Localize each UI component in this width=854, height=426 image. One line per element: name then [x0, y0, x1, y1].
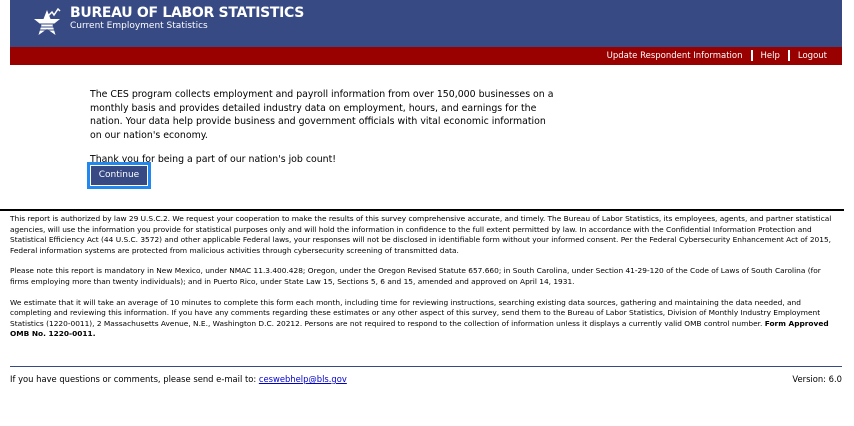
menu-divider: [751, 50, 753, 61]
authorization-paragraph: This report is authorized by law 29 U.S.C.2. We request your cooperation to make the results of this survey comprehensive accurate, and timely. The Bureau of Labor Statistics, its employees, agents, and partner statistical agencies, will use the information you provide for statistical purposes only and will hold the information in confidence to the full extent permitted by law. In accordance with the Confidential Information Protection and Statistical Efficiency Act (44 U.S.C. 3572) and other applicable Federal laws, your responses will not be disclosed in identifiable form without your informed consent. Per the Federal Cybersecurity Enhancement Act of 2015, Federal information systems are protected from malicious activities through cybersecurity screening of transmitted data.: [10, 214, 832, 255]
header-banner: [10, 0, 842, 47]
mandatory-paragraph: Please note this report is mandatory in New Mexico, under NMAC 11.3.400.428; Oregon, under the Oregon Revised Statute 657.660; in South Carolina, under Section 41-29-120 of the Code of Laws of South Carolina (for firms employing more than twenty individuals); and in Puerto Rico, under State Law 15, Sections 5, 6 and 15, amended and approved on April 14, 1931.: [10, 266, 821, 286]
nav-bar: [10, 47, 842, 65]
menu-divider: [788, 50, 790, 61]
intro-paragraph: The CES program collects employment and payroll information from over 150,000 businesses on a monthly basis and provides detailed industry data on employment, hours, and earnings for the nation. Your data help provide business and government officials with vital economic information on our nation's economy.: [90, 89, 554, 141]
footer-divider: [10, 366, 842, 367]
burden-text: We estimate that it will take an average of 10 minutes to complete this form each month, including time for reviewing instructions, searching existing data sources, gathering and maintaining the data needed, and completing and reviewing this information. If you have any comments regarding these estimates or any other aspect of this survey, send them to the Bureau of Labor Statistics, Division of Monthly Industry Employment Statistics (1220-0011), 2 Massachusetts Avenue, N.E., Washington D.C. 20212. Persons are not required to respond to the collection of information unless it displays a currently valid OMB control number.: [10, 297, 821, 328]
legal-notice: [10, 214, 835, 350]
thanks-paragraph: Thank you for being a part of our nation's job count!: [90, 154, 337, 165]
site-subtitle: Current Employment Statistics: [70, 21, 208, 31]
bls-star-logo-icon: [30, 6, 64, 40]
continue-button-focus: [87, 162, 151, 189]
help-link[interactable]: Help: [760, 50, 780, 61]
site-title: BUREAU OF LABOR STATISTICS: [70, 5, 305, 21]
continue-button[interactable]: Continue: [91, 166, 147, 185]
omb-number: Form Approved OMB No. 1220-0011.: [10, 318, 829, 339]
burden-paragraph: [10, 298, 835, 340]
footer-text: If you have questions or comments, please send e-mail to:: [10, 374, 259, 384]
footer-contact: [10, 374, 347, 384]
logout-link[interactable]: Logout: [797, 50, 827, 61]
update-respondent-link[interactable]: Update Respondent Information: [606, 50, 743, 61]
divider: [0, 209, 844, 211]
version-label: Version: 6.0: [792, 374, 842, 384]
intro-text: [90, 88, 560, 178]
email-link[interactable]: ceswebhelp@bls.gov: [258, 374, 347, 384]
